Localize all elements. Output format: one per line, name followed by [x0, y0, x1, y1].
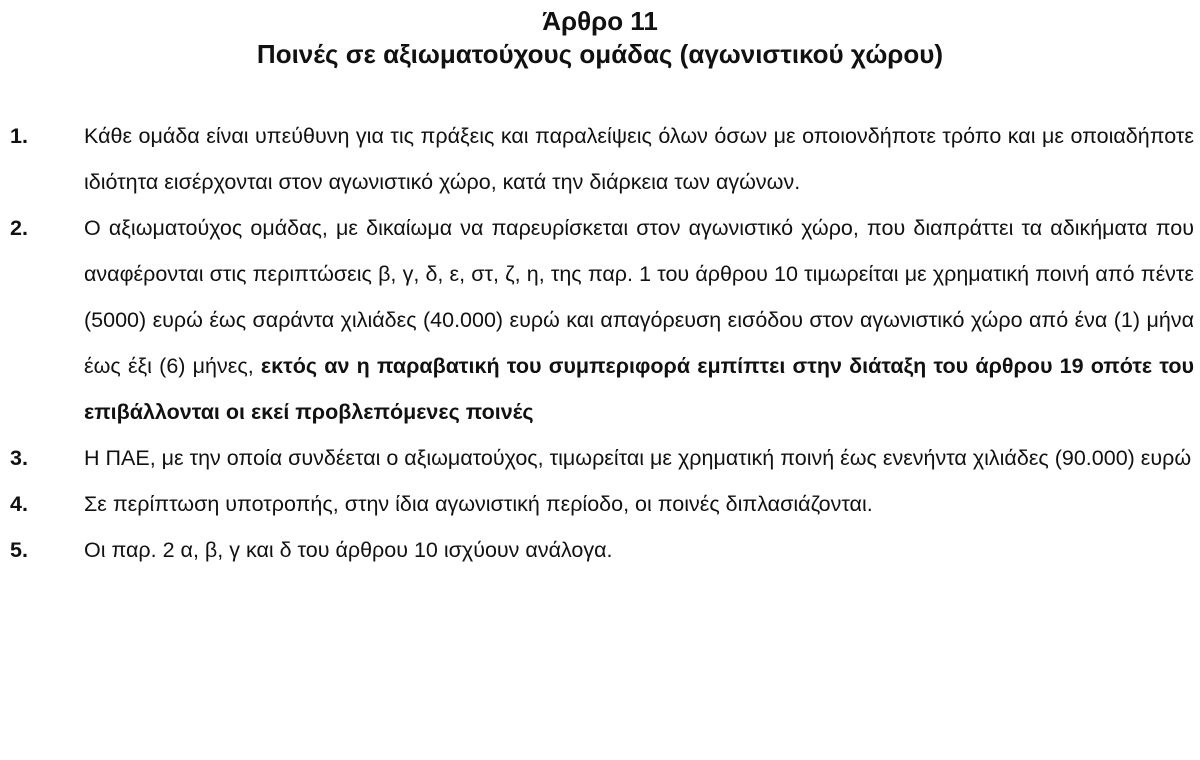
paragraph-number: 4.	[10, 492, 28, 516]
paragraph-5	[0, 527, 1194, 573]
paragraph-4	[0, 481, 1194, 527]
paragraph-text: Κάθε ομάδα είναι υπεύθυνη για τις πράξεις και παραλείψεις όλων όσων με οποιονδήποτε τρόπο και με οποιαδήποτε ιδιότητα εισέρχονται στον αγωνιστικό χώρο, κατά την διάρκεια των αγώνων.	[84, 124, 1194, 194]
paragraph-number: 2.	[10, 216, 28, 240]
paragraph-text: Ο αξιωματούχος ομάδας, με δικαίωμα να παρευρίσκεται στον αγωνιστικό χώρο, που διαπράττει τα αδικήματα που αναφέρονται στις περιπτώσεις β, γ, δ, ε, στ, ζ, η, της παρ. 1 του άρθρου 10 τιμωρείται με χρηματική ποινή από πέντε (5000) ευρώ έως σαράντα χιλιάδες (40.000) ευρώ και απαγόρευση εισόδου στον αγωνιστικό χώρο από ένα (1) μήνα έως έξι (6) μήνες,	[84, 216, 1194, 378]
paragraph-text: Σε περίπτωση υποτροπής, στην ίδια αγωνιστική περίοδο, οι ποινές διπλασιάζονται.	[84, 492, 873, 516]
paragraph-text: Οι παρ. 2 α, β, γ και δ του άρθρου 10 ισχύουν ανάλογα.	[84, 538, 613, 562]
paragraph-bold-text: εκτός αν η παραβατική του συμπεριφορά εμπίπτει στην διάταξη του άρθρου 19 οπότε του επιβάλλονται οι εκεί προβλεπόμενες ποινές	[84, 354, 1195, 424]
paragraph-2	[0, 205, 1194, 435]
paragraph-number: 1.	[10, 124, 28, 148]
paragraph-text-container	[84, 205, 1194, 435]
paragraph-number: 3.	[10, 446, 28, 470]
article-paragraphs	[0, 113, 1200, 573]
paragraph-1	[0, 113, 1194, 205]
paragraph-text: Η ΠΑΕ, με την οποία συνδέεται ο αξιωματούχος, τιμωρείται με χρηματική ποινή έως ενενήντα χιλιάδες (90.000) ευρώ	[84, 446, 1192, 470]
article-number: Άρθρο 11	[542, 6, 658, 36]
article-title: Ποινές σε αξιωματούχους ομάδας (αγωνιστικού χώρου)	[256, 39, 944, 69]
paragraph-3	[0, 435, 1194, 481]
paragraph-number: 5.	[10, 538, 28, 562]
